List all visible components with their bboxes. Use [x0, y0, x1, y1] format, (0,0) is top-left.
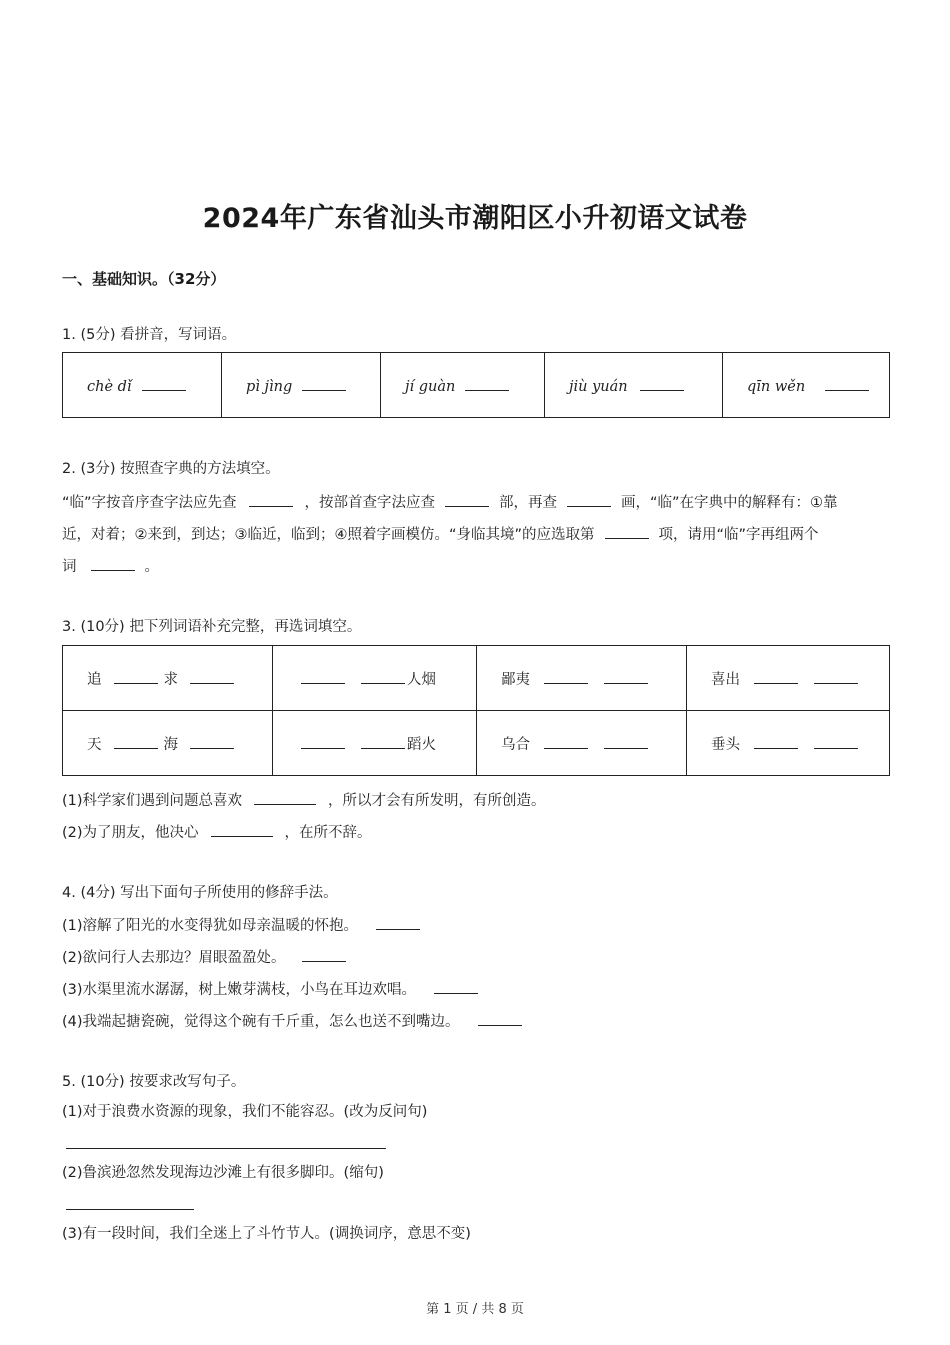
item-text: (1)溶解了阳光的水变得犹如母亲温暖的怀抱。: [62, 918, 359, 934]
answer-blank[interactable]: [254, 790, 316, 805]
answer-blank[interactable]: [544, 734, 588, 749]
question-5-item: (2)鲁滨逊忽然发现海边沙滩上有很多脚印。(缩句): [62, 1165, 384, 1181]
question-5-heading: 5. (10分) 按要求改写句子。: [62, 1074, 246, 1090]
pinyin-cell: [545, 353, 723, 418]
question-5-item: (1)对于浪费水资源的现象，我们不能容忍。(改为反问句): [62, 1104, 428, 1120]
text-segment: ，在所不辞。: [284, 825, 372, 841]
idiom-char: 乌合: [501, 736, 530, 753]
text-segment: 部，再查: [499, 495, 558, 511]
text-segment: 词: [62, 559, 77, 575]
item-text: (4)我端起搪瓷碗，觉得这个碗有千斤重，怎么也送不到嘴边。: [62, 1014, 460, 1030]
text-segment: 项，请用“临”字再组两个: [658, 527, 819, 543]
answer-blank[interactable]: [465, 376, 509, 391]
answer-blank[interactable]: [361, 669, 405, 684]
item-text: (3)水渠里流水潺潺，树上嫩芽满枝，小鸟在耳边欢唱。: [62, 982, 417, 998]
question-5-item: (3)有一段时间，我们全迷上了斗竹节人。(调换词序，意思不变): [62, 1226, 471, 1242]
text-segment: ，所以才会有所发明，有所创造。: [328, 793, 546, 809]
answer-blank[interactable]: [604, 669, 648, 684]
answer-blank[interactable]: [567, 492, 611, 507]
answer-blank[interactable]: [814, 669, 858, 684]
text-segment: ，按部首查字法应查: [304, 495, 436, 511]
answer-blank[interactable]: [301, 734, 345, 749]
idiom-char: 海: [163, 736, 178, 753]
idiom-cell: [687, 646, 890, 711]
idiom-char: 鄙夷: [501, 671, 530, 688]
pinyin-cell: [723, 353, 890, 418]
idiom-char: 天: [87, 736, 102, 753]
question-3-heading: 3. (10分) 把下列词语补充完整，再选词填空。: [62, 619, 362, 635]
answer-blank[interactable]: [302, 376, 346, 391]
question-2-line-1: [62, 491, 838, 512]
pinyin-text: qīn wěn: [747, 378, 806, 395]
idiom-table: [62, 645, 890, 776]
text-segment: 画，“临”在字典中的解释有：①靠: [621, 495, 838, 511]
pinyin-cell: [63, 353, 222, 418]
idiom-char: 求: [163, 671, 178, 688]
answer-blank[interactable]: [114, 734, 158, 749]
idiom-char: 追: [87, 671, 102, 688]
idiom-cell: [273, 711, 477, 776]
question-2-line-2: [62, 523, 819, 544]
answer-blank[interactable]: [825, 376, 869, 391]
question-4-item: [62, 914, 426, 935]
pinyin-cell: [222, 353, 381, 418]
answer-blank[interactable]: [302, 947, 346, 962]
answer-blank[interactable]: [114, 669, 158, 684]
idiom-char: 蹈火: [407, 736, 436, 753]
answer-blank[interactable]: [91, 556, 135, 571]
answer-line[interactable]: [66, 1148, 386, 1149]
answer-blank[interactable]: [814, 734, 858, 749]
answer-blank[interactable]: [361, 734, 405, 749]
idiom-cell: [477, 711, 687, 776]
answer-blank[interactable]: [142, 376, 186, 391]
answer-blank[interactable]: [211, 822, 273, 837]
item-text: (2)欲问行人去那边？眉眼盈盈处。: [62, 950, 286, 966]
answer-blank[interactable]: [190, 734, 234, 749]
pinyin-text: jiù yuán: [569, 378, 628, 395]
text-segment: (1)科学家们遇到问题总喜欢: [62, 793, 243, 809]
answer-blank[interactable]: [478, 1011, 522, 1026]
page-title: 2024年广东省汕头市潮阳区小升初语文试卷: [202, 203, 748, 234]
question-2-line-3: [62, 555, 159, 576]
idiom-char: 垂头: [711, 736, 740, 753]
pinyin-cell: [381, 353, 545, 418]
answer-blank[interactable]: [249, 492, 293, 507]
question-4-item: [62, 1010, 528, 1031]
idiom-cell: [63, 646, 273, 711]
pinyin-text: jí guàn: [405, 378, 456, 395]
answer-blank[interactable]: [640, 376, 684, 391]
question-4-heading: 4. (4分) 写出下面句子所使用的修辞手法。: [62, 885, 338, 901]
answer-blank[interactable]: [445, 492, 489, 507]
idiom-char: 喜出: [711, 671, 740, 688]
text-segment: “临”字按音序查字法应先查: [62, 495, 237, 511]
text-segment: 近，对着；②来到，到达；③临近，临到；④照着字画模仿。“身临其境”的应选取第: [62, 527, 595, 543]
page-number: 第 1 页 / 共 8 页: [426, 1302, 524, 1317]
idiom-cell: [273, 646, 477, 711]
answer-blank[interactable]: [434, 979, 478, 994]
answer-line[interactable]: [66, 1209, 194, 1210]
section-heading: 一、基础知识。（32分）: [62, 270, 226, 288]
question-4-item: [62, 978, 484, 999]
answer-blank[interactable]: [190, 669, 234, 684]
question-3-sentence-2: [62, 821, 372, 842]
answer-blank[interactable]: [376, 915, 420, 930]
pinyin-text: pì jìng: [246, 378, 293, 395]
question-2-heading: 2. (3分) 按照查字典的方法填空。: [62, 461, 280, 477]
question-4-item: [62, 946, 352, 967]
answer-blank[interactable]: [604, 734, 648, 749]
answer-blank[interactable]: [605, 524, 649, 539]
text-segment: (2)为了朋友，他决心: [62, 825, 199, 841]
idiom-cell: [477, 646, 687, 711]
text-segment: 。: [144, 559, 159, 575]
answer-blank[interactable]: [754, 669, 798, 684]
answer-blank[interactable]: [301, 669, 345, 684]
pinyin-table: [62, 352, 890, 418]
pinyin-text: chè dǐ: [87, 378, 132, 395]
idiom-cell: [63, 711, 273, 776]
question-3-sentence-1: [62, 789, 546, 810]
idiom-char: 人烟: [407, 671, 436, 688]
answer-blank[interactable]: [754, 734, 798, 749]
idiom-cell: [687, 711, 890, 776]
question-1-heading: 1. (5分) 看拼音，写词语。: [62, 327, 237, 343]
answer-blank[interactable]: [544, 669, 588, 684]
